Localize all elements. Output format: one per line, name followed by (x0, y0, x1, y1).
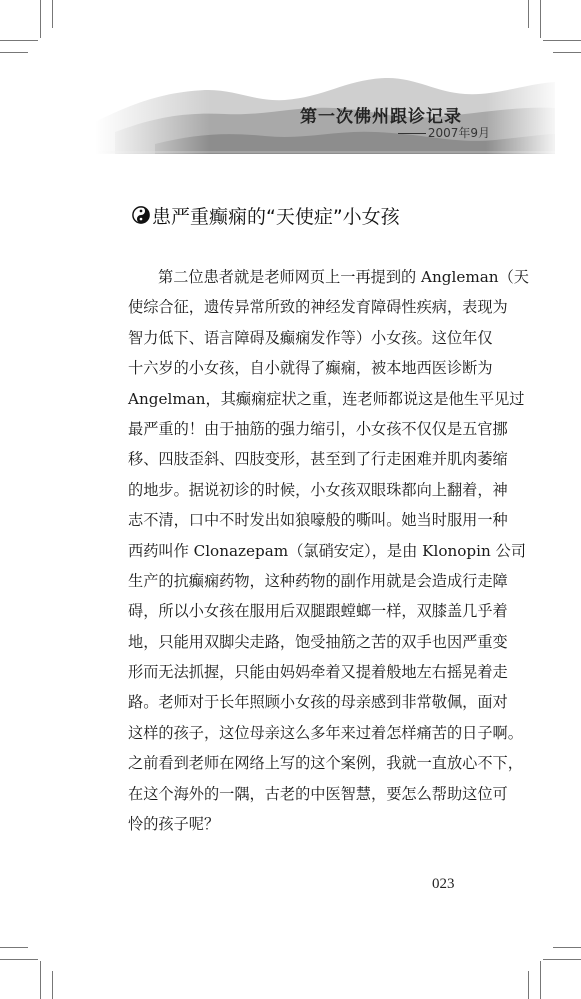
crop-mark (40, 0, 41, 38)
crop-mark (0, 947, 28, 948)
paragraph-line: 十六岁的小女孩，自小就得了癫痫，被本地西医诊断为 (128, 359, 493, 378)
yin-yang-icon (132, 206, 150, 224)
paragraph-line: 地，只能用双脚尖走路，饱受抽筋之苦的双手也因严重变 (128, 632, 508, 651)
paragraph-line: 碍，所以小女孩在服用后双腿跟螳螂一样，双膝盖几乎着 (128, 602, 508, 621)
crop-mark (540, 0, 541, 38)
paragraph-line: 智力低下、语言障碍及癫痫发作等）小女孩。这位年仅 (128, 328, 493, 347)
crop-mark (528, 971, 529, 999)
paragraph-line: 之前看到老师在网络上写的这个案例，我就一直放心不下， (128, 754, 523, 773)
paragraph-line: 西药叫作 Clonazepam（氯硝安定），是由 Klonopin 公司 (128, 541, 526, 560)
paragraph-line: Angelman，其癫痫症状之重，连老师都说这是他生平见过 (128, 389, 525, 408)
crop-mark (0, 959, 38, 960)
crop-mark (52, 0, 53, 28)
paragraph-line: 怜的孩子呢？ (128, 815, 220, 834)
page-number: 023 (432, 876, 455, 892)
crop-mark (553, 947, 581, 948)
crop-mark (543, 959, 581, 960)
running-date-line (370, 124, 490, 141)
crop-mark (553, 52, 581, 53)
paragraph-line: 形而无法抓握，只能由妈妈牵着又提着般地左右摇晃着走 (128, 663, 508, 682)
paragraph-line: 在这个海外的一隅，古老的中医智慧，要怎么帮助这位可 (128, 784, 508, 803)
crop-mark (0, 52, 28, 53)
section-heading-text: 患严重癫痫的“天使症”小女孩 (152, 205, 400, 228)
paragraph-line: 最严重的！由于抽筋的强力缩引，小女孩不仅仅是五官挪 (128, 419, 508, 438)
paragraph-line: 路。老师对于长年照顾小女孩的母亲感到非常敬佩，面对 (128, 693, 508, 712)
crop-mark (0, 40, 38, 41)
crop-mark (543, 40, 581, 41)
crop-mark (540, 961, 541, 999)
crop-mark (52, 971, 53, 999)
paragraph-line: 志不清，口中不时发出如狼嚎般的嘶叫。她当时服用一种 (128, 511, 508, 530)
em-dash (398, 133, 426, 134)
running-date: 2007年9月 (427, 126, 490, 140)
running-title: 第一次佛州跟诊记录 (300, 107, 462, 127)
section-heading (132, 202, 400, 228)
paragraph-line: 第二位患者就是老师网页上一再提到的 Angleman（天 (158, 268, 529, 286)
paragraph-line: 的地步。据说初诊的时候，小女孩双眼珠都向上翻着，神 (128, 480, 508, 499)
crop-mark (40, 961, 41, 999)
crop-mark (528, 0, 529, 28)
body-paragraph (128, 262, 529, 839)
paragraph-line: 这样的孩子，这位母亲这么多年来过着怎样痛苦的日子啊。 (128, 723, 523, 742)
paragraph-line: 生产的抗癫痫药物，这种药物的副作用就是会造成行走障 (128, 571, 508, 590)
paragraph-line: 使综合征，遗传异常所致的神经发育障碍性疾病，表现为 (128, 298, 508, 317)
paragraph-line: 移、四肢歪斜、四肢变形，甚至到了行走困难并肌肉萎缩 (128, 450, 508, 469)
